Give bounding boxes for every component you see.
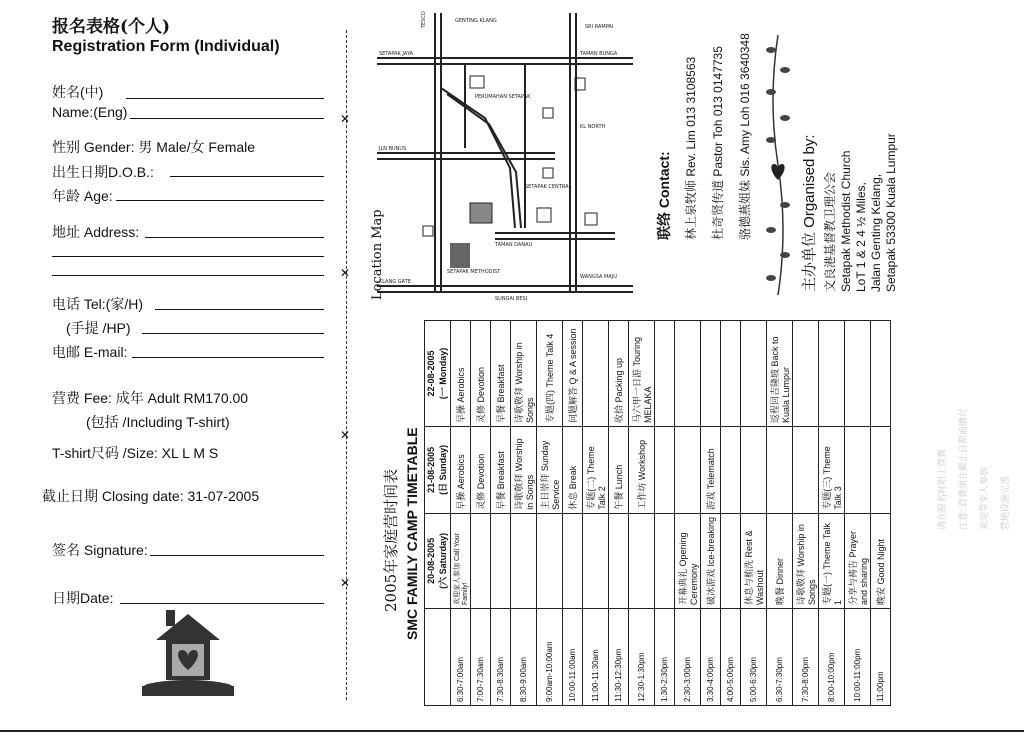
- activity-cell: [701, 321, 721, 427]
- tel-field[interactable]: [155, 309, 324, 310]
- table-row: [537, 321, 563, 706]
- time-cell: 10:00-11:00am: [563, 609, 583, 706]
- activity-cell: [491, 513, 511, 608]
- table-row: [721, 321, 741, 706]
- table-row: [563, 321, 583, 706]
- time-cell: 3:30-4:00pm: [701, 609, 721, 706]
- day-header: [425, 427, 451, 514]
- signature-label: 签名 Signature:: [52, 542, 148, 558]
- activity-cell: 专题(三) Theme Talk 3: [819, 427, 845, 514]
- cut-line: [346, 30, 347, 700]
- day-header: [425, 513, 451, 608]
- activity-cell: 主日崇拜 Sunday Service: [537, 427, 563, 514]
- registration-form: [0, 0, 340, 744]
- activity-cell: [741, 427, 767, 514]
- faint-text: 请在报名时附上营费 注意: 营费须在截止日期前缴付 欢迎带家人参加 营地设施完善: [937, 407, 1010, 530]
- svg-text:JLN BUNUS: JLN BUNUS: [379, 146, 407, 152]
- activity-cell: [609, 513, 629, 608]
- svg-text:TESCO: TESCO: [421, 11, 427, 28]
- time-cell: 7:00-7:30am: [471, 609, 491, 706]
- scissor-icon: ✕: [340, 266, 351, 280]
- activity-cell: [845, 321, 871, 427]
- activity-cell: [819, 321, 845, 427]
- day-name: (一 Monday): [438, 347, 448, 400]
- svg-text:SUNGAI BESI: SUNGAI BESI: [495, 296, 528, 302]
- page-bottom-edge: [0, 730, 1024, 744]
- time-cell: 11:00-11:30am: [583, 609, 609, 706]
- activity-cell: [845, 427, 871, 514]
- organiser-line: Setapak Methodist Church: [839, 150, 853, 292]
- time-cell: 4:00-5:00pm: [721, 609, 741, 706]
- activity-cell: [871, 427, 891, 514]
- time-cell: 9:00am-10:00am: [537, 609, 563, 706]
- table-row: [583, 321, 609, 706]
- svg-text:KLANG GATE: KLANG GATE: [379, 279, 411, 285]
- activity-cell: 收拾 Packing up: [609, 321, 629, 427]
- contact-person: 林上泉牧师 Rev. Lim 013 3108563: [684, 56, 698, 240]
- activity-cell: [741, 321, 767, 427]
- activity-cell: [563, 513, 583, 608]
- time-cell: 11:00pm: [871, 609, 891, 706]
- activity-cell: 诗歌敬拜 Worship in Songs: [793, 513, 819, 608]
- activity-cell: 分享与祷告 Prayer and sharing: [845, 513, 871, 608]
- svg-text:TAMAN BUNGA: TAMAN BUNGA: [580, 51, 618, 57]
- activity-cell: 灵修 Devotion: [471, 427, 491, 514]
- svg-text:GENTING KLANG: GENTING KLANG: [455, 18, 497, 24]
- time-cell: 1:30-2:30pm: [655, 609, 675, 706]
- vine-decoration: [763, 30, 793, 300]
- scissor-icon: ✕: [340, 428, 351, 442]
- table-row: [491, 321, 511, 706]
- signature-field[interactable]: [150, 555, 324, 556]
- activity-cell: [583, 513, 609, 608]
- activity-cell: 午餐 Lunch: [609, 427, 629, 514]
- activity-cell: [721, 513, 741, 608]
- activity-cell: [537, 513, 563, 608]
- activity-cell: 专题(一) Theme Talk 1: [819, 513, 845, 608]
- timetable-title-en: SMC FAMILY CAMP TIMETABLE: [404, 427, 420, 640]
- activity-cell: [655, 321, 675, 427]
- gender-label: 性别 Gender: 男 Male/女 Female: [52, 139, 256, 155]
- address-field-3[interactable]: [52, 275, 324, 276]
- activity-cell: 专题(二) Theme Talk 2: [583, 427, 609, 514]
- activity-cell: [655, 513, 675, 608]
- activity-cell: 问题解答 Q & A session: [563, 321, 583, 427]
- camp-timetable: [424, 320, 891, 706]
- activity-cell: 灵修 Devotion: [471, 321, 491, 427]
- day-name: (日 Sunday): [438, 444, 448, 495]
- time-cell: 2:30-3:00pm: [675, 609, 701, 706]
- svg-text:TAMAN DANAU: TAMAN DANAU: [495, 242, 533, 248]
- activity-cell: 返程回吉隆坡 Back to Kuala Lumpur: [767, 321, 793, 427]
- name-cn-label: 姓名(中): [52, 84, 104, 100]
- map-title: Location Map: [370, 209, 385, 300]
- time-cell: 11:30-12:30pm: [609, 609, 629, 706]
- time-cell: 5:00-6:30pm: [741, 609, 767, 706]
- day-name: (六 Saturday): [438, 532, 448, 589]
- table-row: [793, 321, 819, 706]
- activity-cell: [793, 427, 819, 514]
- activity-cell: 早餐 Breakfast: [491, 321, 511, 427]
- organiser-heading: 主办单位 Organised by:: [801, 134, 818, 292]
- table-row: [871, 321, 891, 706]
- activity-cell: 早操 Aerobics: [451, 321, 471, 427]
- svg-text:WANGSA MAJU: WANGSA MAJU: [580, 274, 617, 280]
- scissor-icon: ✕: [340, 112, 351, 126]
- table-row: [471, 321, 491, 706]
- organiser-line: Jalan Genting Kelang,: [869, 173, 883, 292]
- activity-cell: 晚餐 Dinner: [767, 513, 793, 608]
- activity-cell: [583, 321, 609, 427]
- activity-cell: 早餐 Breakfast: [491, 427, 511, 514]
- activity-cell: [451, 513, 471, 608]
- day-date: 22-08-2005: [426, 350, 436, 397]
- table-row: [741, 321, 767, 706]
- email-label: 电邮 E-mail:: [52, 344, 128, 360]
- name-en-field[interactable]: [130, 118, 324, 119]
- activity-cell: [721, 321, 741, 427]
- contact-section: [654, 33, 753, 240]
- time-cell: 7:30-8:00pm: [793, 609, 819, 706]
- activity-cell: 早操 Aerobics: [451, 427, 471, 514]
- table-row: [819, 321, 845, 706]
- activity-cell: [629, 513, 655, 608]
- fee-note: (包括 /Including T-shirt): [86, 414, 230, 430]
- activity-cell: 诗歌敬拜 Worship in Songs: [511, 427, 537, 514]
- hp-label: (手提 /HP): [66, 320, 131, 336]
- table-row: [451, 321, 471, 706]
- address-field-2[interactable]: [52, 256, 324, 257]
- organiser-line: LoT 1 & 2 4 ½ Miles,: [854, 182, 868, 292]
- activity-cell: 马六甲一日游 Touring MELAKA: [629, 321, 655, 427]
- form-title-en: Registration Form (Individual): [52, 38, 280, 55]
- activity-cell: [767, 427, 793, 514]
- dob-label: 出生日期D.O.B.:: [52, 164, 154, 180]
- name-cn-field[interactable]: [126, 98, 324, 99]
- contact-person: 骆德燕姐妹 Sis. Amy Loh 016 3640348: [738, 33, 752, 240]
- contact-heading: 联络 Contact:: [656, 151, 672, 240]
- table-row: [609, 321, 629, 706]
- time-cell: 7:30-8:30am: [491, 609, 511, 706]
- activity-cell: 休息 Break: [563, 427, 583, 514]
- activity-cell: [655, 427, 675, 514]
- dob-field[interactable]: [170, 176, 324, 177]
- table-row: [675, 321, 701, 706]
- svg-text:KL NORTH: KL NORTH: [580, 124, 606, 130]
- time-cell: 6:30-7:00am: [451, 609, 471, 706]
- svg-text:PERUMAHAN SETAPAK: PERUMAHAN SETAPAK: [475, 94, 531, 100]
- activity-cell: 工作坊 Workshop: [629, 427, 655, 514]
- organiser-section: [798, 133, 898, 292]
- svg-text:SRI RAMPAI: SRI RAMPAI: [585, 24, 614, 30]
- location-map: [375, 8, 637, 303]
- table-row: [511, 321, 537, 706]
- activity-cell: [793, 321, 819, 427]
- activity-cell: [675, 321, 701, 427]
- age-label: 年龄 Age:: [52, 188, 113, 204]
- tel-label: 电话 Tel:(家/H): [52, 296, 143, 312]
- activity-cell: [871, 321, 891, 427]
- activity-cell: [721, 427, 741, 514]
- activity-cell: [675, 427, 701, 514]
- svg-text:SETAPAK CENTRAL: SETAPAK CENTRAL: [525, 184, 572, 190]
- table-row: [701, 321, 721, 706]
- date-label: 日期Date:: [52, 590, 114, 606]
- time-cell: 10:00-11:00pm: [845, 609, 871, 706]
- contact-person: 杜奇贤传道 Pastor Toh 013 0147735: [711, 46, 725, 240]
- time-cell: 6:30-7:30pm: [767, 609, 793, 706]
- organiser-line: Setapak 53300 Kuala Lumpur: [884, 133, 898, 292]
- age-field[interactable]: [116, 200, 324, 201]
- day-date: 20-08-2005: [426, 537, 436, 584]
- address-field-1[interactable]: [145, 237, 324, 238]
- table-row: [629, 321, 655, 706]
- name-en-label: Name:(Eng): [52, 104, 128, 120]
- time-cell: 12:30-1:30pm: [629, 609, 655, 706]
- table-row: [655, 321, 675, 706]
- tshirt-size-label: T-shirt尺码 /Size: XL L M S: [52, 445, 219, 461]
- sat-banner: 欢迎家人参加 Call Your Family!: [454, 533, 469, 605]
- day-header: [425, 321, 451, 427]
- activity-cell: [471, 513, 491, 608]
- activity-cell: 破冰游戏 Ice-breaking: [701, 513, 721, 608]
- house-heart-logo: [138, 608, 238, 698]
- activity-cell: 晚安 Good Night: [871, 513, 891, 608]
- activity-cell: 诗歌敬拜 Worship in Songs: [511, 321, 537, 427]
- activity-cell: 开幕典礼 Opening Ceremony: [675, 513, 701, 608]
- activity-cell: [511, 513, 537, 608]
- activity-cell: 游戏 Telematch: [701, 427, 721, 514]
- timetable-corner: [425, 609, 451, 706]
- date-field[interactable]: [120, 603, 324, 604]
- closing-date: 截止日期 Closing date: 31-07-2005: [42, 488, 260, 504]
- svg-text:SETAPAK JAYA: SETAPAK JAYA: [379, 51, 413, 57]
- hp-field[interactable]: [142, 333, 324, 334]
- fee-label: 营费 Fee: 成年 Adult RM170.00: [52, 390, 249, 406]
- activity-cell: 专题(四) Theme Talk 4: [537, 321, 563, 427]
- table-row: [767, 321, 793, 706]
- timetable-title-cn: 2005年家庭营时间表: [382, 468, 400, 612]
- address-label: 地址 Address:: [52, 224, 140, 240]
- form-title-cn: 报名表格(个人): [52, 17, 171, 37]
- svg-text:SETAPAK METHODIST: SETAPAK METHODIST: [447, 269, 501, 275]
- time-cell: 8:30-9:00am: [511, 609, 537, 706]
- scissor-icon: ✕: [340, 576, 351, 590]
- organiser-line: 文良港基督教卫理公会: [823, 171, 837, 292]
- timetable-container: [424, 320, 920, 706]
- time-cell: 8:00-10:00pm: [819, 609, 845, 706]
- activity-cell: 休息与梳洗 Rest & Washout: [741, 513, 767, 608]
- email-field[interactable]: [132, 357, 324, 358]
- table-row: [845, 321, 871, 706]
- day-date: 21-08-2005: [426, 446, 436, 493]
